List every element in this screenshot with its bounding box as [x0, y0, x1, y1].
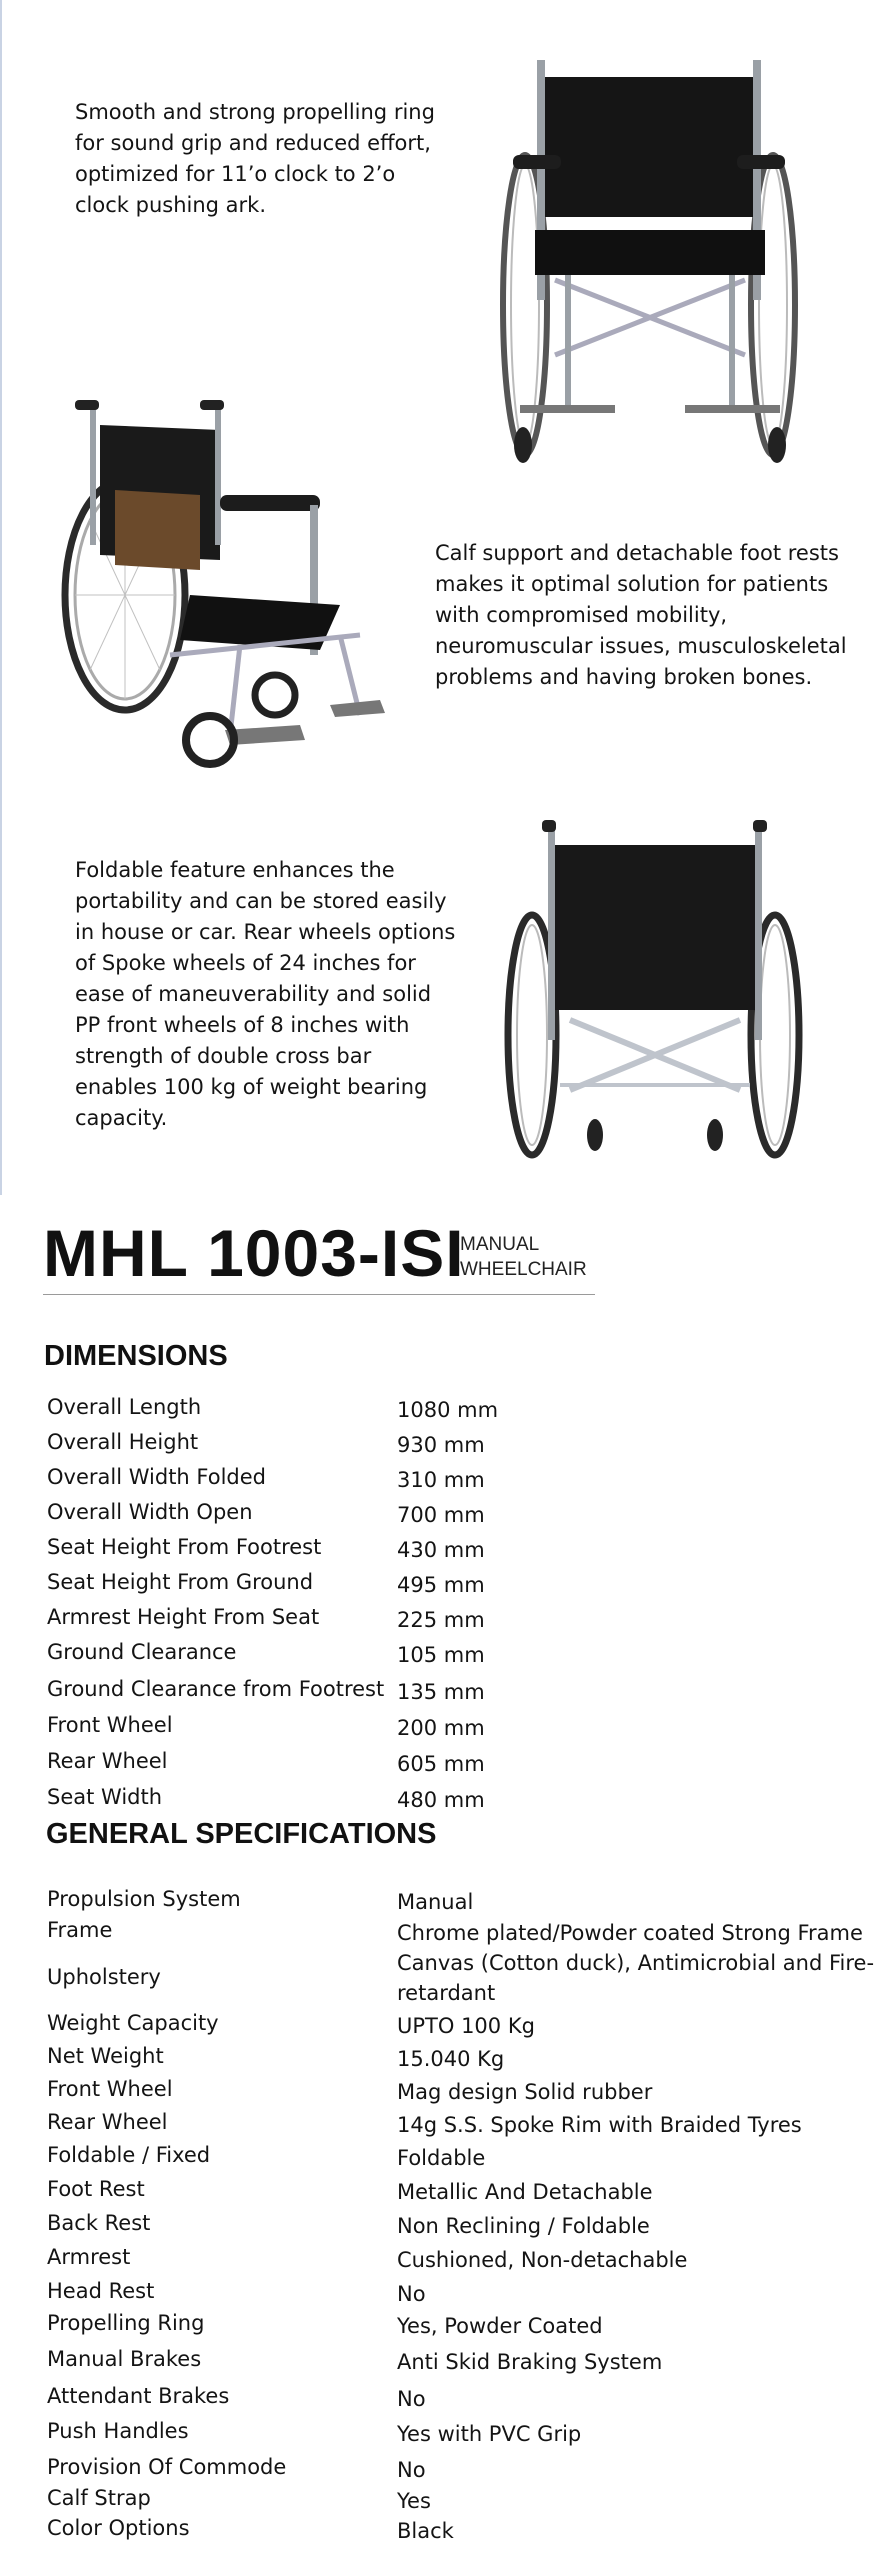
- spec-label: Manual Brakes: [47, 2347, 202, 2371]
- spec-value: No: [397, 2458, 426, 2482]
- spec-value: 225 mm: [397, 1608, 485, 1632]
- wheelchair-side-view-image: [60, 395, 430, 775]
- spec-value: Yes: [397, 2489, 431, 2513]
- spec-label: Overall Width Open: [47, 1500, 253, 1524]
- spec-label: Color Options: [47, 2516, 190, 2540]
- spec-label: Overall Length: [47, 1395, 202, 1419]
- spec-label: Ground Clearance from Footrest: [47, 1677, 385, 1701]
- spec-label: Rear Wheel: [47, 2110, 168, 2134]
- spec-value: Non Reclining / Foldable: [397, 2214, 650, 2238]
- spec-value: 605 mm: [397, 1752, 485, 1776]
- spec-value: 930 mm: [397, 1433, 485, 1457]
- spec-value: 200 mm: [397, 1716, 485, 1740]
- spec-value: Canvas (Cotton duck), Antimicrobial and Fire-retardant: [397, 1951, 875, 2005]
- spec-label: Upholstery: [47, 1965, 161, 1989]
- feature-foldable-text: Foldable feature enhances the portability and can be stored easily in house or car. Rear wheels options of Spoke wheels of 24 inches for ease of maneuverability and solid PP front wheels of 8 inches with strength of double cross bar enables 100 kg of weight bearing capacity.: [75, 858, 456, 1130]
- spec-value: 15.040 Kg: [397, 2047, 505, 2071]
- spec-value: Mag design Solid rubber: [397, 2080, 653, 2104]
- wheelchair-rear-view-image: [500, 820, 810, 1165]
- model-underline: [43, 1294, 595, 1295]
- spec-label: Seat Width: [47, 1785, 163, 1809]
- spec-value: Foldable: [397, 2146, 486, 2170]
- model-name: MHL 1003-ISI: [43, 1216, 465, 1290]
- spec-value: 700 mm: [397, 1503, 485, 1527]
- model-type-line1: MANUAL: [460, 1234, 540, 1255]
- spec-value: Manual: [397, 1890, 474, 1914]
- spec-label: Seat Height From Footrest: [47, 1535, 322, 1559]
- wheelchair-front-view-image: [495, 55, 805, 465]
- spec-label: Foldable / Fixed: [47, 2143, 211, 2167]
- spec-label: Attendant Brakes: [47, 2384, 230, 2408]
- spec-label: Overall Height: [47, 1430, 199, 1454]
- spec-value: Cushioned, Non-detachable: [397, 2248, 688, 2272]
- feature-calf-support-text: Calf support and detachable foot rests makes it optimal solution for patients with compromised mobility, neuromuscular issues, musculoskeletal problems and having broken bones.: [435, 541, 847, 689]
- spec-value: 310 mm: [397, 1468, 485, 1492]
- spec-value: 480 mm: [397, 1788, 485, 1812]
- spec-value: No: [397, 2387, 426, 2411]
- spec-label: Provision Of Commode: [47, 2455, 287, 2479]
- spec-label: Propulsion System: [47, 1887, 241, 1911]
- feature-propelling-ring-text: Smooth and strong propelling ring for sound grip and reduced effort, optimized for 11’o clock to 2’o clock pushing ark.: [75, 100, 435, 217]
- spec-label: Push Handles: [47, 2419, 189, 2443]
- spec-value: 14g S.S. Spoke Rim with Braided Tyres: [397, 2113, 802, 2137]
- spec-label: Armrest Height From Seat: [47, 1605, 320, 1629]
- spec-value: 105 mm: [397, 1643, 485, 1667]
- spec-label: Net Weight: [47, 2044, 164, 2068]
- spec-label: Head Rest: [47, 2279, 155, 2303]
- spec-label: Front Wheel: [47, 1713, 173, 1737]
- model-type: [460, 1232, 587, 1282]
- spec-value: No: [397, 2282, 426, 2306]
- spec-value: Yes, Powder Coated: [397, 2314, 603, 2338]
- spec-label: Weight Capacity: [47, 2011, 219, 2035]
- spec-label: Front Wheel: [47, 2077, 173, 2101]
- spec-label: Frame: [47, 1918, 113, 1942]
- spec-value: UPTO 100 Kg: [397, 2014, 535, 2038]
- spec-label: Armrest: [47, 2245, 131, 2269]
- spec-value: 1080 mm: [397, 1398, 499, 1422]
- spec-label: Ground Clearance: [47, 1640, 237, 1664]
- general-specifications-heading: GENERAL SPECIFICATIONS: [46, 1818, 437, 1850]
- spec-value: 430 mm: [397, 1538, 485, 1562]
- spec-label: Seat Height From Ground: [47, 1570, 314, 1594]
- spec-value: Metallic And Detachable: [397, 2180, 653, 2204]
- spec-label: Foot Rest: [47, 2177, 145, 2201]
- spec-label: Calf Strap: [47, 2486, 151, 2510]
- spec-value: Black: [397, 2519, 454, 2543]
- dimensions-heading: DIMENSIONS: [44, 1340, 228, 1372]
- spec-value: Chrome plated/Powder coated Strong Frame: [397, 1921, 863, 1945]
- spec-value: Yes with PVC Grip: [397, 2422, 582, 2446]
- spec-label: Back Rest: [47, 2211, 151, 2235]
- left-edge-rule: [0, 0, 2, 1195]
- spec-value: 495 mm: [397, 1573, 485, 1597]
- spec-label: Propelling Ring: [47, 2311, 205, 2335]
- spec-value: Anti Skid Braking System: [397, 2350, 663, 2374]
- spec-label: Rear Wheel: [47, 1749, 168, 1773]
- model-type-line2: WHEELCHAIR: [460, 1259, 587, 1280]
- spec-value: 135 mm: [397, 1680, 485, 1704]
- spec-label: Overall Width Folded: [47, 1465, 267, 1489]
